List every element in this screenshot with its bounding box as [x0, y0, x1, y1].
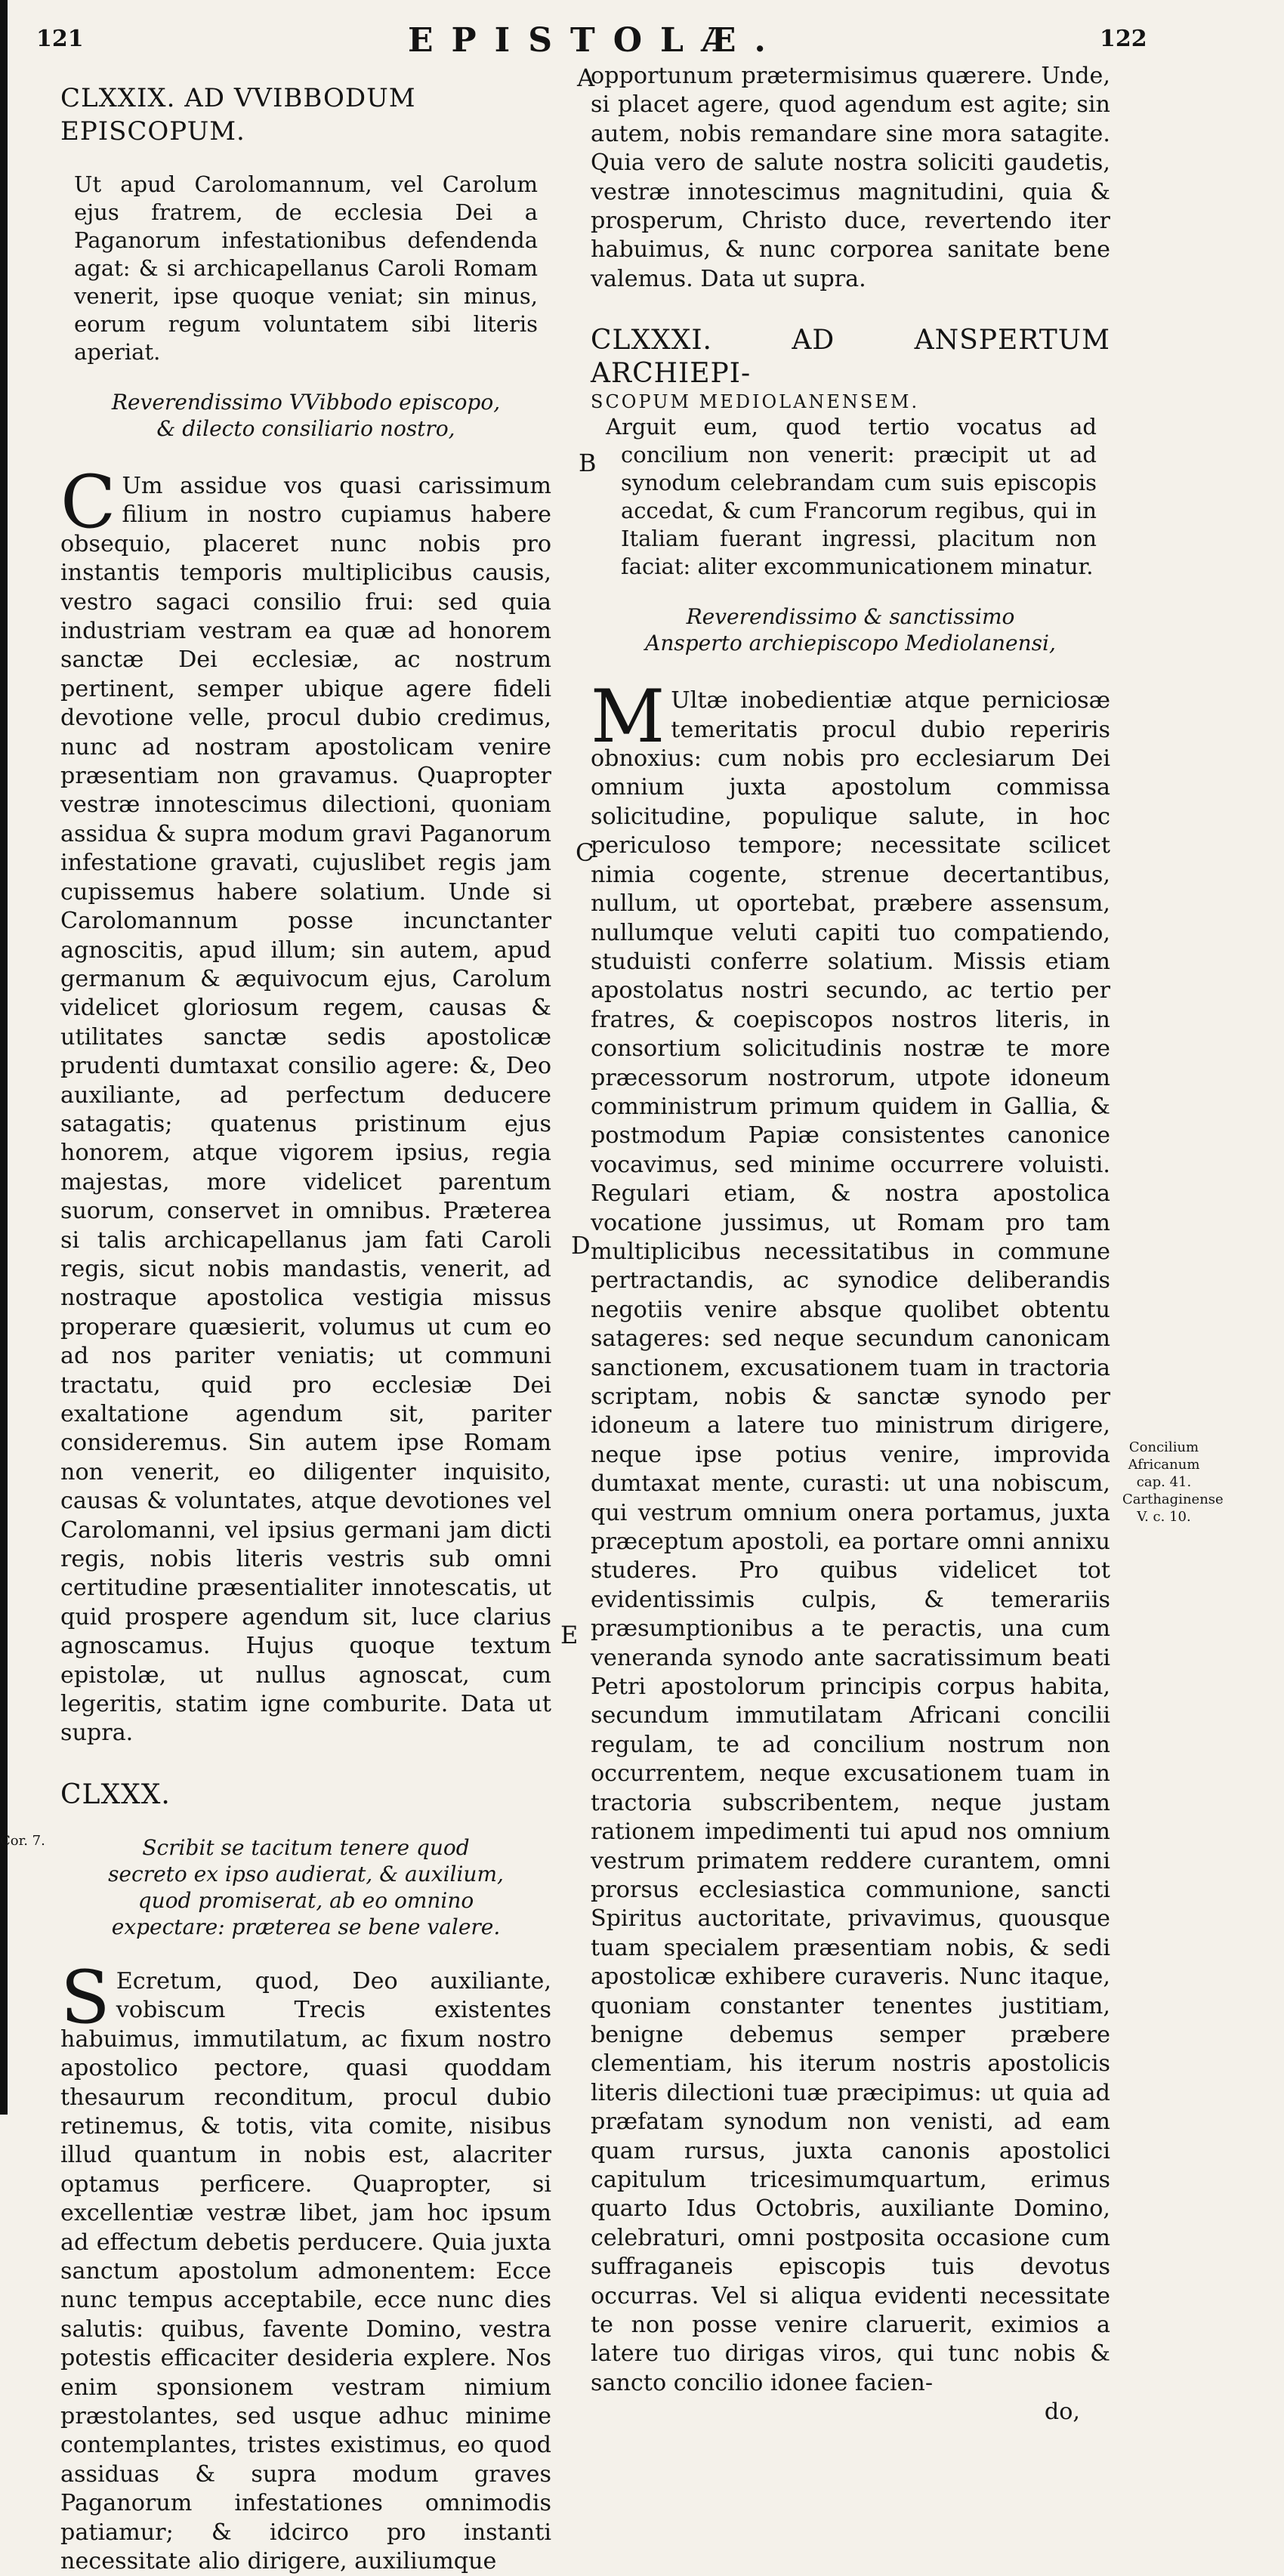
- right-column: [591, 62, 1110, 2427]
- left-column: [60, 82, 551, 2576]
- letter-179-summary: Ut apud Carolomannum, vel Carolum ejus fratrem, de ecclesia Dei a Paganorum infestationibus defendenda agat: & si archicapellanus Caroli Romam venerit, ipse quoque veniat; sin minus, eorum regum voluntatem sibi literis aperiat.: [74, 171, 538, 365]
- gutter-letter-e: E: [560, 1621, 579, 1649]
- letter-181-summary: Arguit eum, quod tertio vocatus ad concilium non venerit: præcipit ut ad synodum celebrandam cum suis episcopis accedat, & cum Francorum regibus, qui in Italiam fuerant ingressi, placitum non faciat: aliter excommunicationem minatur.: [606, 414, 1097, 580]
- page-number-right: 122: [1100, 26, 1147, 52]
- letter-180-summary: Scribit se tacitum tenere quod secreto ex ipso audierat, & auxilium, quod promiserat, ab eo omnino expectare: præterea se bene valere.: [108, 1834, 504, 1939]
- letter-181-heading: CLXXXI. AD ANSPERTUM ARCHIEPI-: [591, 325, 1110, 390]
- dropcap-s: S: [60, 1954, 110, 2040]
- letter-180-text: Ecretum, quod, Deo auxiliante, vobiscum Trecis existentes habuimus, immutilatum, ac fixum nostro apostolico pectore, quasi quoddam thesaurum reconditum, procul dubio retinemus, & totis, vita comite, nisibus illud quantum in nobis est, alacriter optamus perficere. Quapropter, si excellentiæ vestræ libet, jam hoc ipsum ad effectum debetis perducere. Quia juxta sanctum apostolum admonentem: Ecce nunc tempus acceptabile, ecce nunc dies salutis: quibus, favente Domino, vestra potestis efficaciter desideria explere. Nos enim sponsionem vestram nimium præstolantes, sed usque adhuc minime contemplantes, tristes existimus, eo quod assiduas & supra modum graves Paganorum infestationes omnimodis patiamur; & idcirco pro instanti necessitate alio dirigere, auxiliumque: [60, 1967, 551, 2574]
- letter-181-body: [591, 674, 1110, 2398]
- gutter-letter-d: D: [571, 1231, 591, 1260]
- gutter-letter-b: B: [579, 449, 597, 477]
- letter-179-body: [60, 460, 551, 1748]
- letter-181-heading-line2: SCOPUM MEDIOLANENSEM.: [591, 391, 920, 413]
- letter-179-heading: CLXXIX. AD VVIBBODUM EPISCOPUM.: [60, 83, 416, 147]
- gutter-letter-a: A: [577, 63, 595, 92]
- running-head: EPISTOLÆ.: [408, 21, 784, 60]
- letter-181-text: Ultæ inobedientiæ atque perniciosæ temeritatis procul dubio reperiris obnoxius: cum nobis pro ecclesiarum Dei omnium juxta apostolum commissa solicitudine, populique salute, in hoc periculoso tempore; necessitate scilicet nimia cogente, strenue decertantibus, nullum, ut oportebat, præbere assensum, nullumque veluti capiti tuo compatiendo, studuisti conferre solatium. Missis etiam apostolatus nostri secundo, ac tertio per fratres, & coepiscopos nostros literis, in consortium solicitudinis nostræ te more præcessorum nostrorum, utpote idoneum comministrum primum quidem in Gallia, & postmodum Papiæ consistentes canonice vocavimus, sed minime occurrere voluisti. Regulari etiam, & nostra apostolica vocatione jussimus, ut Romam pro tam multiplicibus necessitatibus in commune pertractandis, ac synodice deliberandis negotiis venire absque quolibet obtentu satageres: sed neque secundum canonicam sanctionem, excusationem tuam in tractoria scriptam, nobis & sanctæ synodo per idoneum a latere tuo ministrum dirigere, neque ipse potius venire, improvida dumtaxat mente, curasti: ut una nobiscum, qui vestrum omnium onera portamus, juxta præceptum apostoli, ea portare omni annixu studeres. Pro quibus videlicet tot evidentissimis culpis, & temerariis præsumptionibus a te peractis, una cum veneranda synodo ante sacratissimum beati Petri apostolorum principis corpus habita, secundum immutilatam Africani concilii regulam, te ad concilium nostrum non occurrentem, neque excusationem tuam in tractoria subscribentem, neque justam rationem impedimenti tui apud nos omnium vestrum primatem reddere curantem, omni prorsus ecclesiastica communione, sancti Spiritus auctoritate, privavimus, quousque tuam specialem præsentiam nobis, & sedi apostolicæ exhibere curaveris. Nunc itaque, quoniam constanter tenentes justitiam, benigne debemus semper præbere clementiam, his iterum nostris apostolicis literis dilectioni tuæ præcipimus: ut quia ad præfatam synodum non venisti, ad eam quam rursus, juxta canonis apostolici capitulum tricesimumquartum, erimus quarto Idus Octobris, auxiliante Domino, celebraturi, omni postposita occasione cum suffraganeis episcopis tuis devotus occurras. Vel si aliqua evidenti necessitate te non posse venire claruerit, eximios a latere tuo dirigas viros, qui tunc nobis & sancto concilio idonee facien-: [591, 687, 1110, 2396]
- letter-179-text: Um assidue vos quasi carissimum filium in nostro cupiamus habere obsequio, placeret nunc nobis pro instantis temporis multiplicibus causis, vestro sagaci consilio frui: sed quia industriam vestram ea quæ ad honorem sanctæ Dei ecclesiæ, ac nostrum pertinent, semper ubique agere fideli devotione velle, procul dubio credimus, nunc ad nostram apostolicam venire præsentiam non gravamus. Quapropter vestræ innotescimus dilectioni, quoniam assidua & supra modum gravi Paganorum infestatione gravati, cujuslibet regis jam cupissemus habere solatium. Unde si Carolomannum posse incunctanter agnoscitis, apud illum; sin autem, apud germanum & æquivocum ejus, Carolum videlicet gloriosum regem, causas & utilitates sanctæ sedis apostolicæ prudenti dumtaxat consilio agere: &, Deo auxiliante, ad perfectum deducere satagatis; quatenus pristinum ejus honorem, atque vigorem ipsius, regia majestas, more videlicet parentum suorum, conservet in omnibus. Præterea si talis archicapellanus jam fati Caroli regis, sicut nobis mandastis, venerit, ad nostraque apostolica vestigia missus properare quæsierit, volumus ut cum eo ad nos pariter veniatis; ut communi tractatu, quid pro ecclesiæ Dei exaltatione agendum sit, pariter consideremus. Sin autem ipse Romam non venerit, eo diligenter inquisito, causas & voluntates, atque devotiones vel Carolomanni, vel ipsius germani jam dicti regis, nobis literis vestris sub omni certitudine præsentialiter innotescatis, ut quid prospere agendum sit, luce clarius agnoscamus. Hujus quoque textum epistolæ, ut nullus agnoscat, cum legeritis, statim igne comburite. Data ut supra.: [60, 473, 551, 1747]
- letter-180-body: [60, 1954, 551, 2576]
- page-edge-shadow: [0, 0, 8, 2115]
- page-number-left: 121: [36, 26, 84, 52]
- letter-180-continuation: opportunum prætermisimus quærere. Unde, si placet agere, quod agendum est agite; sin autem, nobis remandare sine mora satagite. Quia vero de salute nostra soliciti gaudetis, vestræ innotescimus magnitudini, quia & prosperum, Christo duce, revertendo iter habuimus, & nunc corporea sanitate bene valemus. Data ut supra.: [591, 63, 1110, 292]
- dropcap-c: C: [60, 460, 116, 545]
- letter-180-heading: CLXXX.: [60, 1779, 171, 1810]
- letter-181-address: Reverendissimo & sanctissimo Ansperto archiepiscopo Mediolanensi,: [645, 604, 1056, 656]
- gutter-letter-c: C: [576, 838, 594, 867]
- dropcap-m: M: [591, 674, 665, 760]
- margin-note-left: Cor. 7.: [0, 1833, 45, 1849]
- letter-179-address: Reverendissimo VVibbodo episcopo, & dilecto consiliario nostro,: [111, 390, 501, 441]
- margin-note-right: Concilium Africanum cap. 41. Carthaginense V. c. 10.: [1122, 1439, 1224, 1525]
- letter-181-final-word: do,: [1044, 2399, 1080, 2426]
